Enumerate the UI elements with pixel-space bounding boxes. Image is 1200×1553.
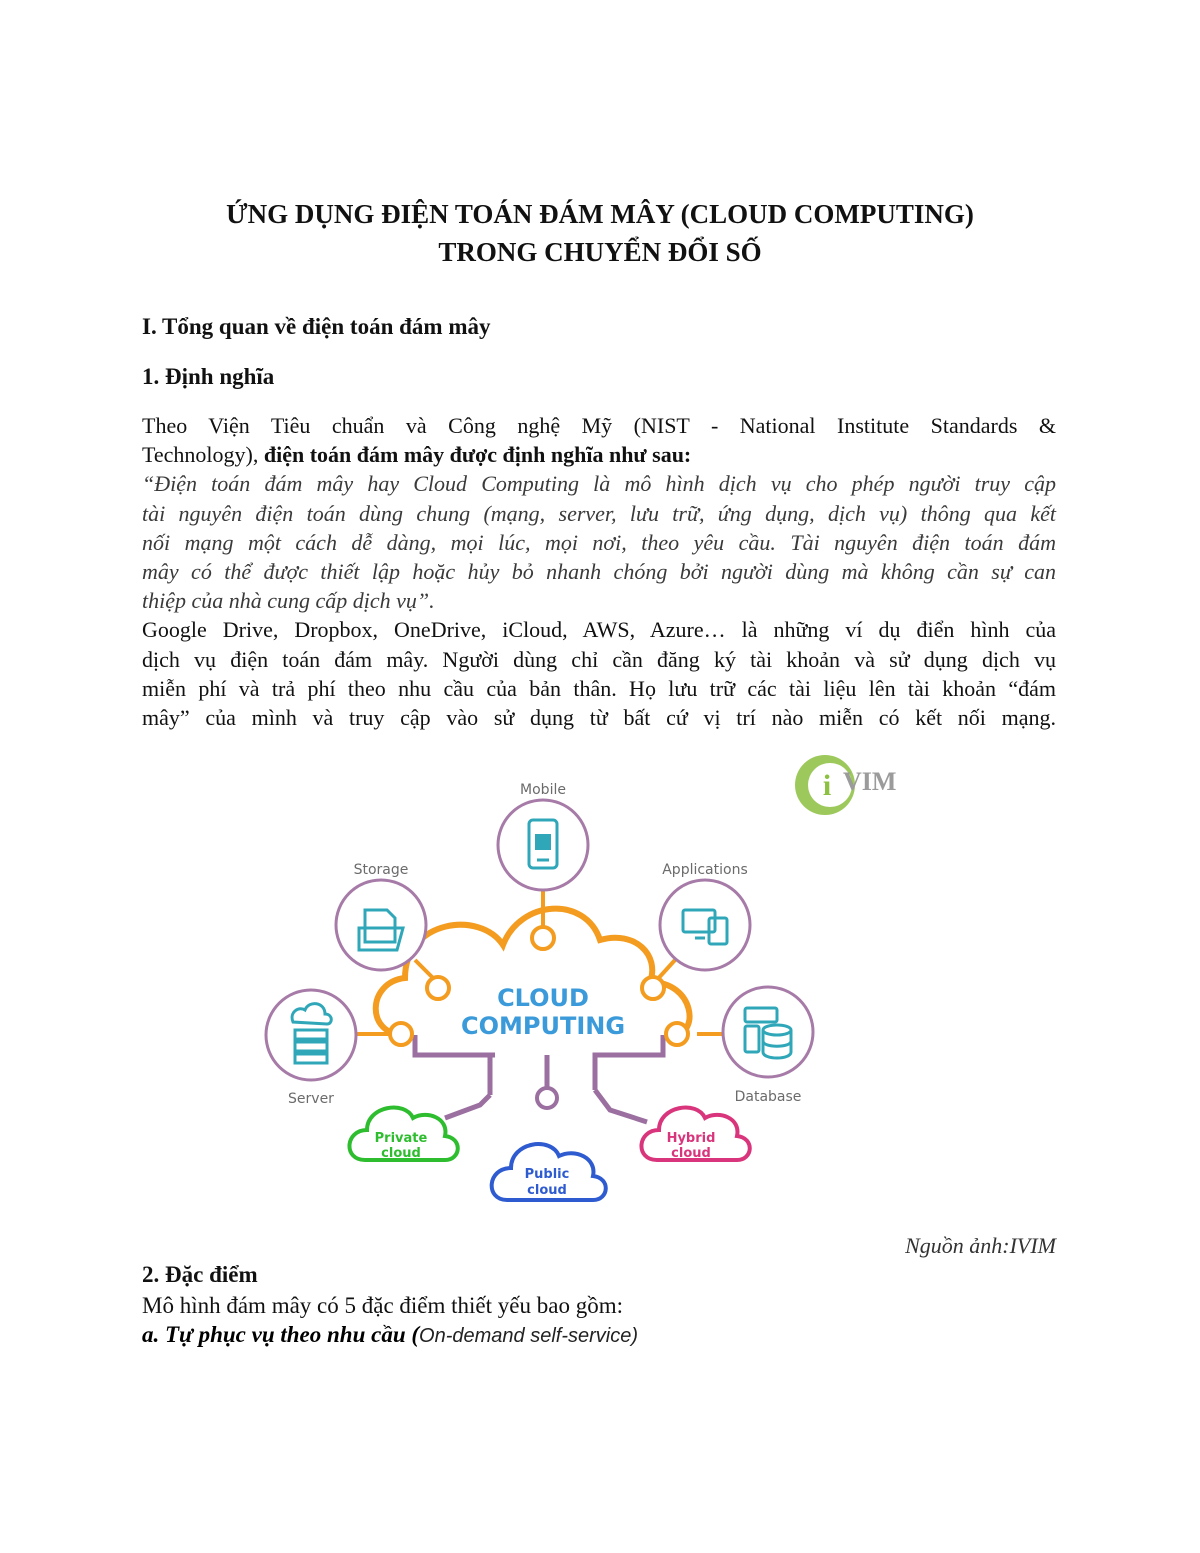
quote-line-4: mây có thể được thiết lập hoặc hủy bỏ nhanh chóng bởi người dùng mà không cần sự can bbox=[142, 559, 1056, 585]
nist-lead: điện toán đám mây được định nghĩa như sau: bbox=[263, 442, 692, 468]
characteristics-intro: Mô hình đám mây có 5 đặc điểm thiết yếu bao gồm: bbox=[142, 1293, 623, 1318]
examples-line-3: miễn phí và trả phí theo nhu cầu của bản thân. Họ lưu trữ các tài liệu lên tài khoản “đám bbox=[142, 675, 1056, 701]
center-line-1: CLOUD bbox=[497, 984, 589, 1012]
database-label: Database bbox=[734, 1089, 802, 1105]
hybrid-cloud-label-2: cloud bbox=[671, 1146, 711, 1161]
ivim-logo-text: VIM bbox=[843, 767, 897, 796]
nist-org: Technology), bbox=[142, 442, 264, 468]
mobile-label: Mobile bbox=[520, 782, 566, 798]
definition-heading: 1. Định nghĩa bbox=[142, 364, 275, 389]
characteristic-a-english: On-demand self-service) bbox=[419, 1325, 639, 1347]
private-cloud-label-1: Private bbox=[374, 1131, 428, 1146]
quote-line-5: thiệp của nhà cung cấp dịch vụ”. bbox=[142, 588, 435, 614]
quote-line-3: nối mạng một cách dễ dàng, mọi lúc, mọi nơi, theo yêu cầu. Tài nguyên điện toán đám bbox=[142, 529, 1056, 555]
examples-line-1: Google Drive, Dropbox, OneDrive, iCloud, AWS, Azure… là những ví dụ điển hình của bbox=[142, 617, 1056, 643]
image-caption: Nguồn ảnh:IVIM bbox=[905, 1233, 1056, 1258]
ivim-logo bbox=[795, 755, 896, 815]
ivim-logo-letter: i bbox=[822, 769, 832, 802]
purple-connectors bbox=[415, 1035, 665, 1122]
purple-node bbox=[537, 1088, 557, 1108]
quote-line-2: tài nguyên điện toán dùng chung (mạng, server, lưu trữ, ứng dụng, dịch vụ) thông qua kết bbox=[142, 500, 1056, 526]
nist-line-1: Theo Viện Tiêu chuẩn và Công nghệ Mỹ (NIST - National Institute Standards & bbox=[142, 413, 1056, 438]
center-line-2: COMPUTING bbox=[460, 1012, 626, 1040]
examples-line-4: mây” của mình và truy cập vào sử dụng từ bất cứ vị trí nào miễn có kết nối mạng. bbox=[142, 705, 1056, 731]
public-cloud-label-1: Public bbox=[524, 1167, 570, 1182]
quote-line-1: “Điện toán đám mây hay Cloud Computing là mô hình dịch vụ cho phép người truy cập bbox=[142, 471, 1056, 497]
definition-body bbox=[142, 411, 1056, 732]
server-label: Server bbox=[288, 1091, 334, 1107]
characteristics-heading: 2. Đặc điểm bbox=[142, 1262, 258, 1287]
nist-line-2 bbox=[142, 440, 1056, 469]
storage-label: Storage bbox=[353, 862, 409, 878]
applications-label: Applications bbox=[662, 862, 748, 878]
title-line-2: TRONG CHUYỂN ĐỔI SỐ bbox=[438, 237, 762, 267]
private-cloud-label-2: cloud bbox=[381, 1146, 421, 1161]
characteristic-a-label: a. Tự phục vụ theo nhu cầu ( bbox=[142, 1322, 420, 1347]
section-1-heading: I. Tổng quan về điện toán đám mây bbox=[142, 314, 491, 339]
title-line-1: ỨNG DỤNG ĐIỆN TOÁN ĐÁM MÂY (CLOUD COMPUTING) bbox=[226, 199, 974, 229]
public-cloud-label-2: cloud bbox=[527, 1183, 567, 1198]
characteristic-a bbox=[142, 1322, 638, 1348]
examples-line-2: dịch vụ điện toán đám mây. Người dùng chỉ cần đăng ký tài khoản và sử dụng dịch vụ bbox=[142, 646, 1056, 672]
hybrid-cloud-label-1: Hybrid bbox=[666, 1131, 716, 1146]
cloud-computing-diagram bbox=[255, 750, 935, 1220]
